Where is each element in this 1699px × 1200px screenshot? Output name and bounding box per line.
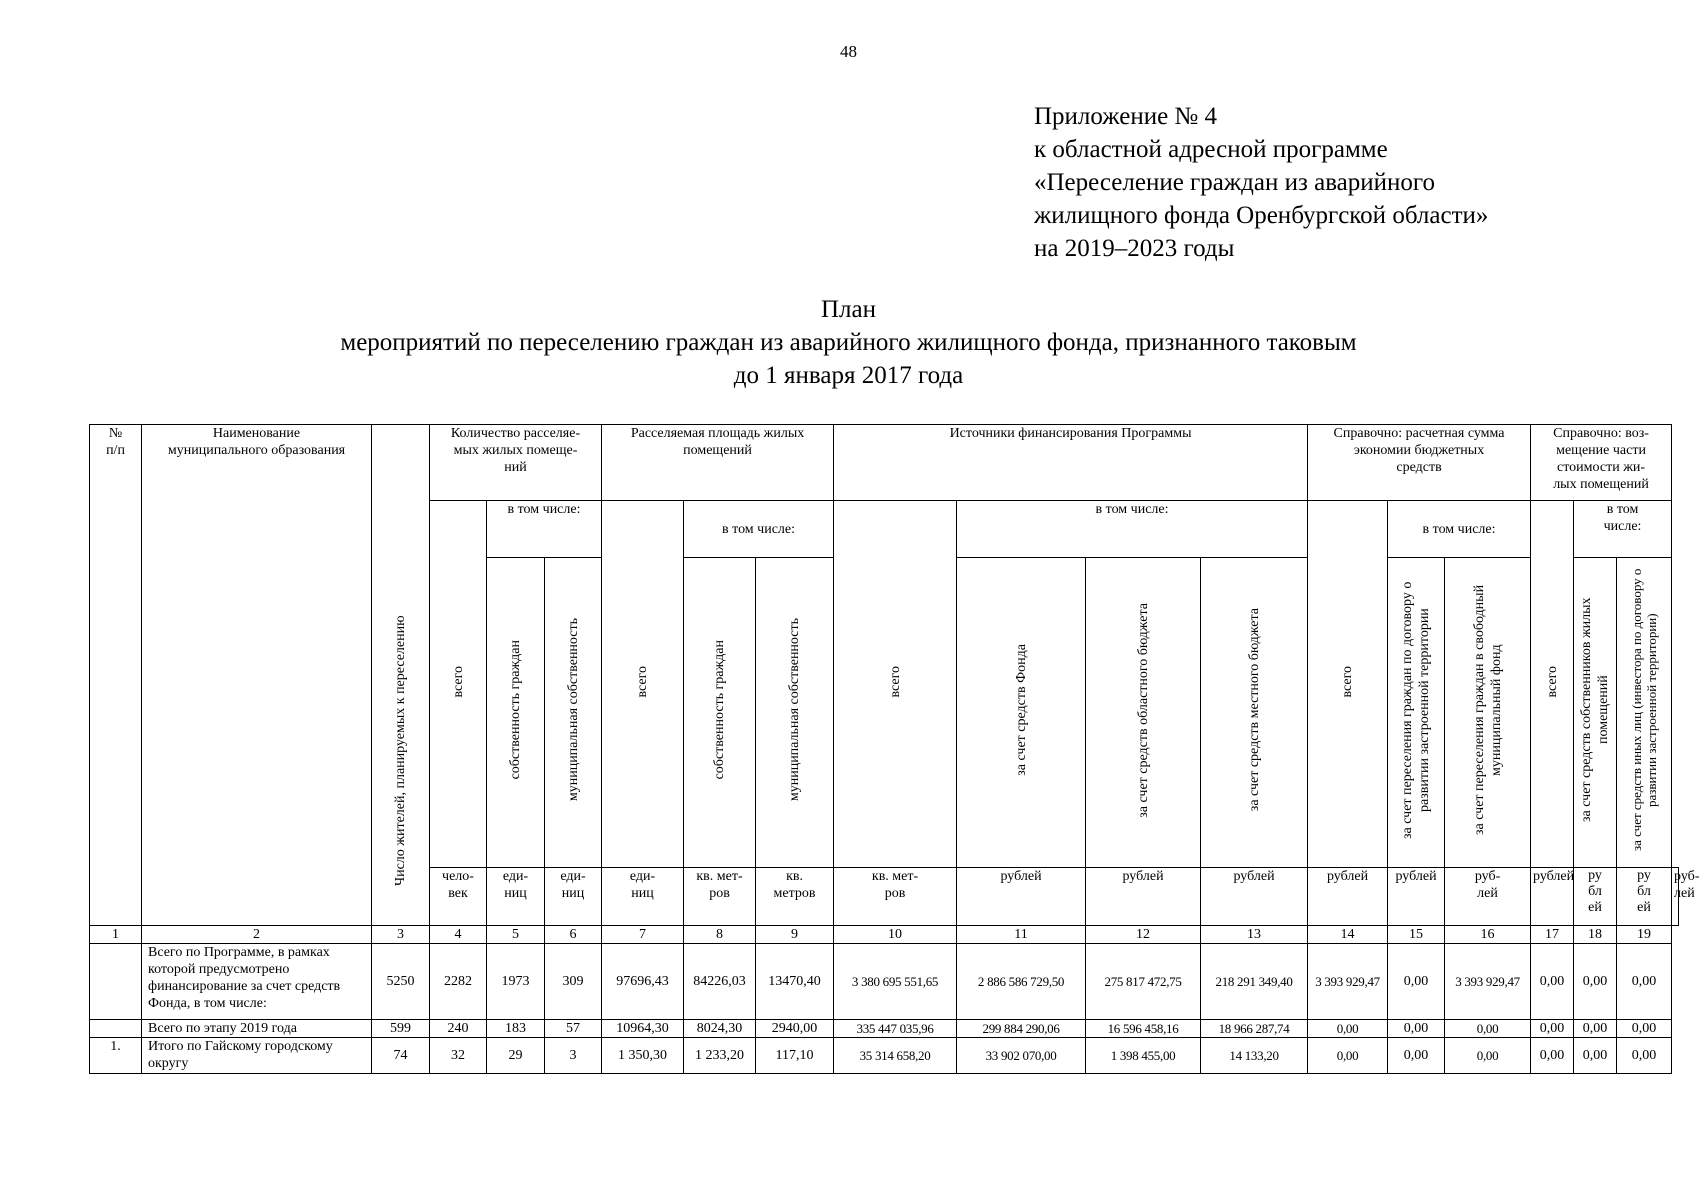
column-number: 10 [834, 926, 957, 944]
header-qty-incl [487, 501, 602, 558]
column-number: 1 [90, 926, 142, 944]
header-fin-fund [957, 558, 1086, 868]
column-number: 14 [1308, 926, 1388, 944]
value-cell: 0,00 [1445, 1038, 1531, 1074]
value-cell: 5250 [372, 944, 430, 1020]
value-cell: 0,00 [1388, 1020, 1445, 1038]
header-comp-investors-text: за счет средств иных лиц (инвестора по договору о развитии застроенной территории) [1629, 568, 1660, 852]
header-econ-contract [1388, 558, 1445, 868]
value-cell: 0,00 [1617, 1020, 1672, 1038]
title-line: План [820, 296, 876, 323]
header-fin-regional [1086, 558, 1201, 868]
header-qty-own-text: собственность граждан [508, 640, 523, 780]
header-area-total [602, 501, 684, 868]
unit-cell: кв. мет- ров [834, 868, 957, 926]
row-name: Итого по Гайскому городскому округу [142, 1038, 372, 1074]
value-cell: 299 884 290,06 [957, 1020, 1086, 1038]
header-area-municipal-text: муниципальная собственность [787, 618, 803, 802]
value-cell: 10964,30 [602, 1020, 684, 1038]
column-number: 17 [1531, 926, 1574, 944]
row-name: Всего по этапу 2019 года [142, 1020, 372, 1038]
value-cell: 13470,40 [756, 944, 834, 1020]
value-cell: 1 350,30 [602, 1038, 684, 1074]
header-fin-total [834, 501, 957, 868]
value-cell: 84226,03 [684, 944, 756, 1020]
column-number: 8 [684, 926, 756, 944]
unit-cell: рублей [1086, 868, 1201, 926]
row-number: 1. [90, 1038, 142, 1074]
header-econ-total-text: всего [1340, 665, 1356, 698]
value-cell: 0,00 [1388, 1038, 1445, 1074]
header-econ-free-text: за счет переселения граждан в свободный муниципальный фонд [1471, 584, 1504, 836]
appendix-line: на 2019–2023 годы [1034, 235, 1235, 262]
column-number: 18 [1574, 926, 1617, 944]
header-qty-total [430, 501, 487, 868]
header-num [90, 425, 142, 926]
header-comp-group-text: Справочно: воз- мещение части стоимости жи- лых помещений [1553, 426, 1649, 492]
value-cell: 18 966 287,74 [1201, 1020, 1308, 1038]
header-comp-total [1531, 501, 1574, 868]
header-econ-incl-text: в том числе: [1422, 521, 1496, 537]
header-comp-group [1531, 425, 1672, 501]
column-number: 3 [372, 926, 430, 944]
unit-cell: рублей [1201, 868, 1308, 926]
value-cell: 3 393 929,47 [1445, 944, 1531, 1020]
value-cell: 309 [545, 944, 602, 1020]
value-cell: 97696,43 [602, 944, 684, 1020]
unit-cell: еди- ниц [487, 868, 545, 926]
header-qty-group-text: Количество расселяе- мых жилых помеще- ний [450, 426, 581, 475]
column-number: 13 [1201, 926, 1308, 944]
header-area-municipal [756, 558, 834, 868]
header-area-incl [684, 501, 834, 558]
value-cell: 35 314 658,20 [834, 1038, 957, 1074]
header-comp-total-text: всего [1544, 665, 1560, 698]
value-cell: 0,00 [1531, 1020, 1574, 1038]
value-cell: 599 [372, 1020, 430, 1038]
header-area-own [684, 558, 756, 868]
column-number-row [90, 926, 1679, 944]
value-cell: 0,00 [1531, 944, 1574, 1020]
value-cell: 3 380 695 551,65 [834, 944, 957, 1020]
unit-cell: руб- лей [1445, 868, 1531, 926]
appendix-block [1034, 100, 1488, 265]
value-cell: 218 291 349,40 [1201, 944, 1308, 1020]
value-cell: 1 398 455,00 [1086, 1038, 1201, 1074]
document-title [0, 293, 1697, 392]
header-fin-incl [957, 501, 1308, 558]
unit-cell: кв. мет- ров [684, 868, 756, 926]
header-comp-incl [1574, 501, 1672, 558]
value-cell: 0,00 [1531, 1038, 1574, 1074]
header-area-total-text: всего [635, 665, 651, 698]
header-area-group [602, 425, 834, 501]
value-cell: 0,00 [1388, 944, 1445, 1020]
header-area-group-text: Расселяемая площадь жилых помещений [630, 426, 805, 458]
header-econ-incl [1388, 501, 1531, 558]
value-cell: 0,00 [1574, 1038, 1617, 1074]
header-comp-incl-text: в том числе: [1603, 502, 1642, 534]
table-row [90, 1020, 1679, 1038]
row-name: Всего по Программе, в рамках которой предусмотрено финансирование за счет средств Фонда, в том числе: [142, 944, 372, 1020]
column-number: 15 [1388, 926, 1445, 944]
column-number: 4 [430, 926, 487, 944]
value-cell: 0,00 [1445, 1020, 1531, 1038]
header-comp-investors [1617, 558, 1672, 868]
value-cell: 0,00 [1574, 1020, 1617, 1038]
header-name [142, 425, 372, 926]
header-econ-free [1445, 558, 1531, 868]
header-fin-fund-text: за счет средств Фонда [1013, 644, 1029, 776]
row-number [90, 944, 142, 1020]
header-fin-group [834, 425, 1308, 501]
unit-cell: ру бл ей [1574, 868, 1617, 926]
plan-table [89, 424, 1699, 1074]
header-econ-contract-text: за счет переселения граждан по договору о развитии застроенной территории [1400, 581, 1433, 839]
header-num-text: № п/п [106, 426, 125, 458]
value-cell: 0,00 [1574, 944, 1617, 1020]
data-rows [90, 944, 1679, 1074]
value-cell: 57 [545, 1020, 602, 1038]
header-comp-owners-text: за счет средств собственников жилых помещений [1579, 597, 1612, 823]
value-cell: 33 902 070,00 [957, 1038, 1086, 1074]
header-fin-incl-text: в том числе: [1095, 502, 1169, 517]
value-cell: 2940,00 [756, 1020, 834, 1038]
title-line: мероприятий по переселению граждан из аварийного жилищного фонда, признанного таковым [340, 329, 1357, 356]
header-fin-local-text: за счет средств местного бюджета [1246, 608, 1262, 812]
unit-cell: рублей [1388, 868, 1445, 926]
value-cell: 240 [430, 1020, 487, 1038]
header-qty-incl-text: в том числе: [507, 502, 581, 517]
table-row [90, 1038, 1679, 1074]
header-qty-own [487, 558, 545, 868]
header-comp-owners [1574, 558, 1617, 868]
unit-cell: ру бл ей [1617, 868, 1672, 926]
header-area-incl-text: в том числе: [722, 521, 796, 537]
page-number: 48 [840, 42, 857, 61]
header-fin-regional-text: за счет средств областного бюджета [1135, 602, 1151, 818]
column-number: 5 [487, 926, 545, 944]
appendix-line: к областной адресной программе [1034, 136, 1388, 163]
header-econ-total [1308, 501, 1388, 868]
value-cell: 14 133,20 [1201, 1038, 1308, 1074]
value-cell: 0,00 [1617, 1038, 1672, 1074]
header-qty-municipal [545, 558, 602, 868]
header-qty-total-text: всего [450, 665, 466, 698]
unit-cell: рублей [1308, 868, 1388, 926]
value-cell: 0,00 [1308, 1020, 1388, 1038]
header-fin-total-text: всего [887, 665, 903, 698]
unit-cell: еди- ниц [545, 868, 602, 926]
value-cell: 8024,30 [684, 1020, 756, 1038]
column-number: 12 [1086, 926, 1201, 944]
value-cell: 0,00 [1617, 944, 1672, 1020]
column-number: 7 [602, 926, 684, 944]
unit-cell: рублей [957, 868, 1086, 926]
value-cell: 1973 [487, 944, 545, 1020]
value-cell: 117,10 [756, 1038, 834, 1074]
value-cell: 183 [487, 1020, 545, 1038]
row-number [90, 1020, 142, 1038]
column-number: 19 [1617, 926, 1672, 944]
table-row [90, 944, 1679, 1020]
title-line: до 1 января 2017 года [733, 362, 964, 389]
unit-cell: руб- лей [1672, 868, 1679, 926]
header-residents [372, 425, 430, 926]
header-econ-group [1308, 425, 1531, 501]
header-name-text: Наименование муниципального образования [167, 426, 346, 458]
value-cell: 1 233,20 [684, 1038, 756, 1074]
appendix-line: «Переселение граждан из аварийного [1034, 169, 1436, 196]
value-cell: 74 [372, 1038, 430, 1074]
unit-cell: еди- ниц [602, 868, 684, 926]
unit-cell: кв. метров [756, 868, 834, 926]
header-residents-text: Число жителей, планируемых к переселению [393, 615, 408, 887]
header-fin-local [1201, 558, 1308, 868]
appendix-line: Приложение № 4 [1034, 103, 1218, 130]
header-econ-group-text: Справочно: расчетная сумма экономии бюджетных средств [1333, 426, 1505, 475]
value-cell: 3 [545, 1038, 602, 1074]
unit-cell: рублей [1531, 868, 1574, 926]
column-number: 2 [142, 926, 372, 944]
value-cell: 16 596 458,16 [1086, 1020, 1201, 1038]
value-cell: 0,00 [1308, 1038, 1388, 1074]
column-number: 6 [545, 926, 602, 944]
header-qty-group [430, 425, 602, 501]
header-fin-group-text: Источники финансирования Программы [949, 426, 1192, 441]
unit-cell: чело- век [430, 868, 487, 926]
header-qty-municipal-text: муниципальная собственность [565, 618, 581, 802]
value-cell: 275 817 472,75 [1086, 944, 1201, 1020]
value-cell: 29 [487, 1038, 545, 1074]
value-cell: 2 886 586 729,50 [957, 944, 1086, 1020]
value-cell: 3 393 929,47 [1308, 944, 1388, 1020]
header-area-own-text: собственность граждан [712, 640, 728, 780]
column-number: 16 [1445, 926, 1531, 944]
value-cell: 32 [430, 1038, 487, 1074]
appendix-line: жилищного фонда Оренбургской области» [1034, 202, 1489, 229]
value-cell: 2282 [430, 944, 487, 1020]
value-cell: 335 447 035,96 [834, 1020, 957, 1038]
column-number: 9 [756, 926, 834, 944]
column-number: 11 [957, 926, 1086, 944]
